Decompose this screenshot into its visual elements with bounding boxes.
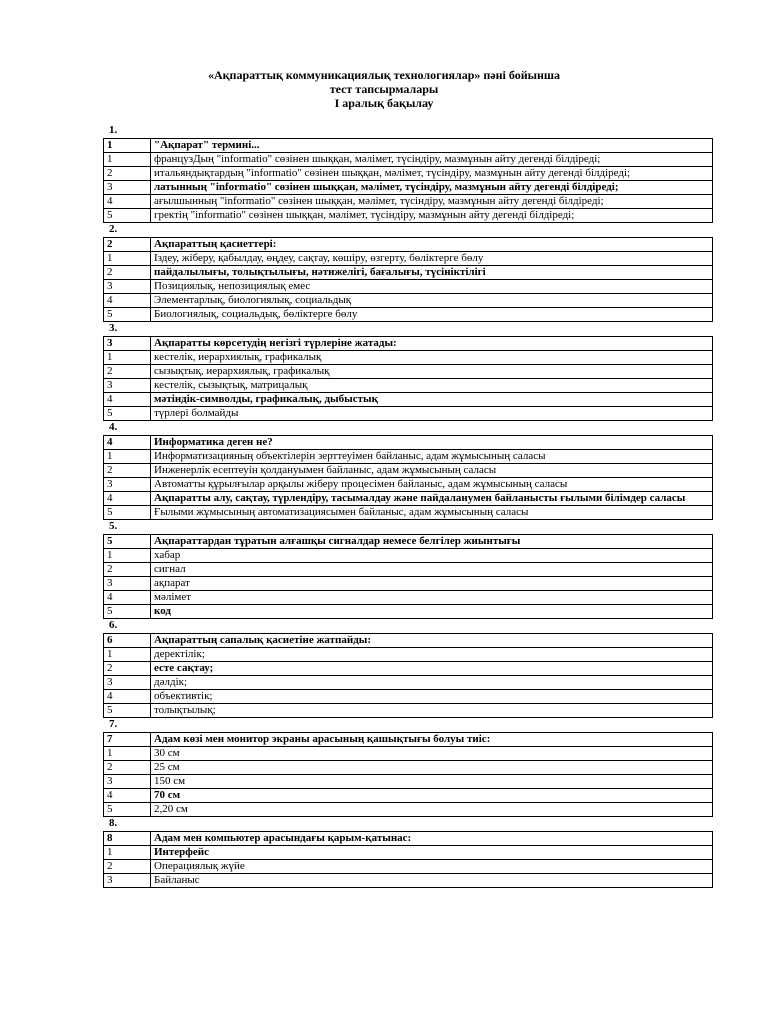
question-number-cell: 8 xyxy=(104,832,151,846)
option-number: 2 xyxy=(104,464,151,478)
option-text: 30 см xyxy=(151,747,713,761)
option-text: Ақпаратты алу, сақтау, түрлендіру, тасымалдау және пайдаланумен байланысты ғылыми білімдер саласы xyxy=(151,492,713,506)
option-number: 1 xyxy=(104,450,151,464)
answer-option-row xyxy=(104,351,713,365)
option-text: 2,20 см xyxy=(151,803,713,817)
option-text: хабар xyxy=(151,549,713,563)
option-number: 3 xyxy=(104,181,151,195)
answer-option-row xyxy=(104,549,713,563)
option-number: 5 xyxy=(104,605,151,619)
question-header-row xyxy=(104,733,713,747)
option-text: 70 см xyxy=(151,789,713,803)
option-text: Инженерлік есептеуін қолдануымен байланыс, адам жұмысының саласы xyxy=(151,464,713,478)
option-text: Ғылыми жұмысының автоматизациясымен байланыс, адам жұмысының саласы xyxy=(151,506,713,520)
option-number: 5 xyxy=(104,308,151,322)
question-table xyxy=(103,138,713,223)
option-number: 5 xyxy=(104,803,151,817)
option-text: мәтіндік-символды, графикалық, дыбыстық xyxy=(151,393,713,407)
answer-option-row xyxy=(104,464,713,478)
option-text: Автоматты құрылғылар арқылы жіберу процесімен байланыс, адам жұмысының саласы xyxy=(151,478,713,492)
answer-option-row xyxy=(104,478,713,492)
question-text: Адам мен компьютер арасындағы қарым-қатынас: xyxy=(151,832,713,846)
question-header-row xyxy=(104,337,713,351)
option-text: деректілік; xyxy=(151,648,713,662)
option-text: итальяндықтардың "informatio" сөзінен шыққан, мәлімет, түсіндіру, мазмұнын айту дегенді білдіреді; xyxy=(151,167,713,181)
option-text: кестелік, иерархиялық, графикалық xyxy=(151,351,713,365)
question-number-label: 5. xyxy=(109,520,118,532)
answer-option-row xyxy=(104,379,713,393)
option-text: сигнал xyxy=(151,563,713,577)
answer-option-row xyxy=(104,761,713,775)
question-number-label: 6. xyxy=(109,619,118,631)
question-header-row xyxy=(104,535,713,549)
option-text: 25 см xyxy=(151,761,713,775)
header-subject-line: «Ақпараттық коммуникациялық технологиялар» пәні бойынша xyxy=(207,68,561,82)
question-number-label: 2. xyxy=(109,223,118,235)
question-number-cell: 3 xyxy=(104,337,151,351)
option-text: пайдалылығы, толықтылығы, нәтижелігі, бағалығы, түсініктілігі xyxy=(151,266,713,280)
answer-option-row-correct xyxy=(104,789,713,803)
answer-option-row xyxy=(104,153,713,167)
option-text: Позициялық, непозициялық емес xyxy=(151,280,713,294)
option-text: гректің "informatio" сөзінен шыққан, мәлімет, түсіндіру, мазмұнын айту дегенді білдіреді; xyxy=(151,209,713,223)
option-text: ақпарат xyxy=(151,577,713,591)
answer-option-row-correct xyxy=(104,393,713,407)
question-number-label: 7. xyxy=(109,718,118,730)
answer-option-row xyxy=(104,676,713,690)
answer-option-row-correct xyxy=(104,181,713,195)
answer-option-row xyxy=(104,690,713,704)
answer-option-row xyxy=(104,648,713,662)
answer-option-row xyxy=(104,874,713,888)
question-table xyxy=(103,831,713,888)
option-text: латынның "informatio" сөзінен шыққан, мәлімет, түсіндіру, мазмұнын айту дегенді білдіреді; xyxy=(151,181,713,195)
option-text: ағылшынның "informatio" сөзінен шыққан, мәлімет, түсіндіру, мазмұнын айту дегенді білдіреді; xyxy=(151,195,713,209)
question-table xyxy=(103,732,713,817)
question-text: Ақпаратты көрсетудің негізгі түрлеріне жатады: xyxy=(151,337,713,351)
question-text: Ақпараттың сапалық қасиетіне жатпайды: xyxy=(151,634,713,648)
option-text: Байланыс xyxy=(151,874,713,888)
answer-option-row xyxy=(104,747,713,761)
option-number: 3 xyxy=(104,775,151,789)
question-header-row xyxy=(104,139,713,153)
option-number: 4 xyxy=(104,789,151,803)
option-number: 2 xyxy=(104,365,151,379)
answer-option-row-correct xyxy=(104,605,713,619)
option-number: 3 xyxy=(104,577,151,591)
option-number: 2 xyxy=(104,563,151,577)
question-table xyxy=(103,237,713,322)
answer-option-row xyxy=(104,280,713,294)
answer-option-row xyxy=(104,704,713,718)
option-number: 4 xyxy=(104,591,151,605)
option-text: Интерфейс xyxy=(151,846,713,860)
question-text: "Ақпарат" термині... xyxy=(151,139,713,153)
question-number-cell: 4 xyxy=(104,436,151,450)
question-number-cell: 1 xyxy=(104,139,151,153)
option-text: Элементарлық, биологиялық, социальдық xyxy=(151,294,713,308)
option-text: код xyxy=(151,605,713,619)
option-text: французДың "informatio" сөзінен шыққан, мәлімет, түсіндіру, мазмұнын айту дегенді білдіреді; xyxy=(151,153,713,167)
answer-option-row xyxy=(104,591,713,605)
option-text: толықтылық; xyxy=(151,704,713,718)
question-number-label: 1. xyxy=(109,124,118,136)
answer-option-row-correct xyxy=(104,846,713,860)
answer-option-row xyxy=(104,775,713,789)
option-number: 4 xyxy=(104,195,151,209)
question-number-label: 3. xyxy=(109,322,118,334)
option-number: 1 xyxy=(104,846,151,860)
option-number: 4 xyxy=(104,294,151,308)
option-number: 2 xyxy=(104,266,151,280)
answer-option-row xyxy=(104,450,713,464)
option-number: 2 xyxy=(104,860,151,874)
option-number: 2 xyxy=(104,662,151,676)
option-text: дәлдік; xyxy=(151,676,713,690)
option-number: 3 xyxy=(104,280,151,294)
option-number: 1 xyxy=(104,747,151,761)
option-number: 1 xyxy=(104,549,151,563)
option-number: 3 xyxy=(104,478,151,492)
option-number: 4 xyxy=(104,690,151,704)
question-header-row xyxy=(104,238,713,252)
option-text: есте сақтау; xyxy=(151,662,713,676)
option-text: Биологиялық, социальдық, бөліктерге бөлу xyxy=(151,308,713,322)
question-header-row xyxy=(104,634,713,648)
question-number-cell: 7 xyxy=(104,733,151,747)
option-number: 3 xyxy=(104,676,151,690)
question-header-row xyxy=(104,832,713,846)
question-number-cell: 6 xyxy=(104,634,151,648)
answer-option-row xyxy=(104,167,713,181)
question-text: Ақпараттың қасиеттері: xyxy=(151,238,713,252)
option-number: 5 xyxy=(104,209,151,223)
answer-option-row xyxy=(104,506,713,520)
answer-option-row xyxy=(104,308,713,322)
option-text: объективтік; xyxy=(151,690,713,704)
question-header-row xyxy=(104,436,713,450)
option-number: 4 xyxy=(104,393,151,407)
option-text: Операциялық жүйе xyxy=(151,860,713,874)
option-number: 4 xyxy=(104,492,151,506)
option-number: 5 xyxy=(104,407,151,421)
option-text: кестелік, сызықтық, матрицалық xyxy=(151,379,713,393)
option-text: түрлері болмайды xyxy=(151,407,713,421)
option-number: 5 xyxy=(104,506,151,520)
option-number: 2 xyxy=(104,761,151,775)
question-table xyxy=(103,336,713,421)
option-number: 1 xyxy=(104,153,151,167)
answer-option-row xyxy=(104,294,713,308)
option-text: Информатизацияның объектілерін зерттеуімен байланыс, адам жұмысының саласы xyxy=(151,450,713,464)
answer-option-row xyxy=(104,803,713,817)
answer-option-row xyxy=(104,563,713,577)
answer-option-row-correct xyxy=(104,492,713,506)
question-number-cell: 5 xyxy=(104,535,151,549)
answer-option-row xyxy=(104,365,713,379)
answer-option-row xyxy=(104,209,713,223)
option-text: мәлімет xyxy=(151,591,713,605)
questions-container xyxy=(103,124,713,888)
document-header xyxy=(0,68,768,110)
answer-option-row xyxy=(104,407,713,421)
answer-option-row xyxy=(104,860,713,874)
answer-option-row xyxy=(104,195,713,209)
question-number-label: 8. xyxy=(109,817,118,829)
answer-option-row-correct xyxy=(104,662,713,676)
question-number-cell: 2 xyxy=(104,238,151,252)
option-text: Іздеу, жіберу, қабылдау, өңдеу, сақтау, көшіру, өзгерту, бөліктерге бөлу xyxy=(151,252,713,266)
question-table xyxy=(103,633,713,718)
question-number-label: 4. xyxy=(109,421,118,433)
option-number: 1 xyxy=(104,252,151,266)
answer-option-row-correct xyxy=(104,266,713,280)
question-text: Адам көзі мен монитор экраны арасының қашықтығы болуы тиіс: xyxy=(151,733,713,747)
option-number: 3 xyxy=(104,379,151,393)
option-text: 150 см xyxy=(151,775,713,789)
option-number: 2 xyxy=(104,167,151,181)
header-title-line: тест тапсырмалары xyxy=(329,82,439,96)
option-number: 5 xyxy=(104,704,151,718)
question-table xyxy=(103,435,713,520)
question-text: Ақпараттардан тұратын алғашқы сигналдар немесе белгілер жиынтығы xyxy=(151,535,713,549)
answer-option-row xyxy=(104,252,713,266)
answer-option-row xyxy=(104,577,713,591)
option-text: сызықтық, иерархиялық, графикалық xyxy=(151,365,713,379)
question-table xyxy=(103,534,713,619)
option-number: 3 xyxy=(104,874,151,888)
option-number: 1 xyxy=(104,351,151,365)
option-number: 1 xyxy=(104,648,151,662)
question-text: Информатика деген не? xyxy=(151,436,713,450)
header-control-line: І аралық бақылау xyxy=(334,96,434,110)
